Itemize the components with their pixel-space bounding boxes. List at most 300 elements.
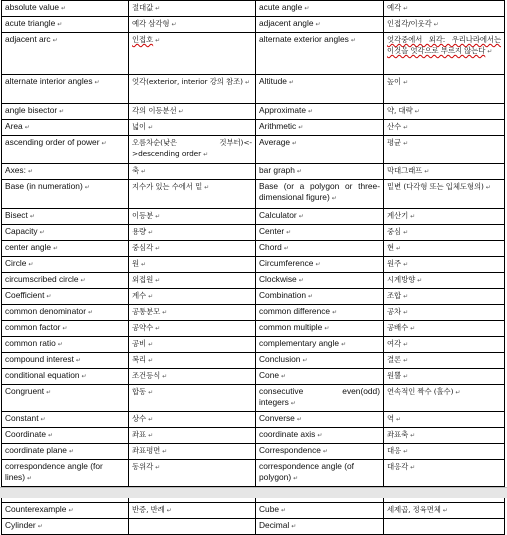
paragraph-mark-icon: ↵ — [487, 48, 493, 55]
term-korean — [384, 180, 505, 209]
paragraph-mark-icon: ↵ — [308, 109, 314, 115]
paragraph-mark-icon: ↵ — [317, 433, 323, 439]
paragraph-mark-icon: ↵ — [148, 432, 154, 439]
term-english — [2, 503, 129, 519]
term-english-text: complementary angle — [259, 338, 340, 348]
term-korean-text: 평균 — [387, 138, 402, 147]
term-english — [256, 273, 384, 289]
term-korean-text: 반증, 반례 — [132, 505, 165, 514]
term-korean — [129, 104, 256, 120]
paragraph-mark-icon: ↵ — [288, 80, 294, 86]
paragraph-mark-icon: ↵ — [40, 417, 46, 423]
term-korean — [384, 164, 505, 180]
term-english — [256, 503, 384, 519]
glossary-table — [1, 0, 505, 535]
glossary-row — [2, 75, 505, 104]
glossary-row — [2, 321, 505, 337]
paragraph-mark-icon: ↵ — [148, 389, 154, 396]
term-korean-text: 계수 — [132, 291, 147, 300]
term-korean-text: 조건등식 — [132, 371, 161, 380]
term-english — [256, 164, 384, 180]
term-english — [256, 460, 384, 487]
term-korean — [129, 385, 256, 412]
term-english-text: correspondence angle (for lines) — [5, 461, 103, 482]
term-english — [256, 225, 384, 241]
paragraph-mark-icon: ↵ — [37, 524, 43, 530]
paragraph-mark-icon: ↵ — [403, 357, 409, 364]
term-korean-text: 밑변 (다각형 또는 입체도형의) — [387, 182, 484, 191]
paragraph-mark-icon: ↵ — [433, 21, 439, 28]
paragraph-mark-icon: ↵ — [304, 6, 310, 12]
term-korean — [129, 412, 256, 428]
term-korean-text: 엇각(exterior, interior 강의 참조) — [132, 77, 243, 86]
term-korean — [129, 444, 256, 460]
term-korean — [129, 460, 256, 487]
term-english-text: Coordinate — [5, 429, 46, 439]
term-english — [256, 444, 384, 460]
term-korean — [384, 75, 505, 104]
paragraph-mark-icon: ↵ — [410, 464, 416, 471]
paragraph-mark-icon: ↵ — [244, 79, 250, 86]
term-english — [2, 33, 129, 75]
term-english-text: angle bisector — [5, 105, 58, 115]
term-korean — [129, 209, 256, 225]
term-korean-text: 계산기 — [387, 211, 409, 220]
term-english — [2, 120, 129, 136]
paragraph-mark-icon: ↵ — [155, 37, 161, 44]
paragraph-mark-icon: ↵ — [24, 125, 30, 131]
term-english-text: Circumference — [259, 258, 314, 268]
paragraph-mark-icon: ↵ — [203, 151, 208, 158]
term-korean — [129, 519, 256, 535]
term-english — [2, 337, 129, 353]
term-korean-text: 공배수 — [387, 323, 409, 332]
paragraph-mark-icon: ↵ — [296, 417, 302, 423]
paragraph-mark-icon: ↵ — [424, 168, 430, 175]
term-english — [256, 519, 384, 535]
term-english-text: conditional equation — [5, 370, 80, 380]
term-english — [2, 17, 129, 33]
paragraph-mark-icon: ↵ — [396, 416, 401, 423]
window-status-strip — [0, 487, 507, 498]
term-korean — [384, 305, 505, 321]
term-korean-text: 약, 대략 — [387, 106, 413, 115]
term-english — [2, 412, 129, 428]
term-english — [256, 305, 384, 321]
glossary-row — [2, 1, 505, 17]
term-english-text: consecutive even(odd) integers — [259, 386, 380, 407]
term-korean-text: 결론 — [387, 355, 402, 364]
term-english — [2, 241, 129, 257]
term-english — [256, 136, 384, 164]
paragraph-mark-icon: ↵ — [148, 229, 154, 236]
term-english — [2, 460, 129, 487]
paragraph-mark-icon: ↵ — [84, 185, 90, 191]
term-korean-text: 용량 — [132, 227, 147, 236]
term-korean — [129, 164, 256, 180]
term-korean-text: 인접호 — [132, 35, 154, 44]
term-korean — [384, 225, 505, 241]
term-english-text: bar graph — [259, 165, 295, 175]
term-english — [2, 164, 129, 180]
term-korean-text: 역 — [387, 414, 395, 423]
paragraph-mark-icon: ↵ — [61, 6, 67, 12]
paragraph-mark-icon: ↵ — [290, 401, 296, 407]
paragraph-mark-icon: ↵ — [68, 449, 74, 455]
paragraph-mark-icon: ↵ — [155, 464, 161, 471]
paragraph-mark-icon: ↵ — [403, 124, 409, 131]
paragraph-mark-icon: ↵ — [417, 277, 423, 284]
glossary-row — [2, 136, 505, 164]
paragraph-mark-icon: ↵ — [403, 309, 409, 316]
paragraph-mark-icon: ↵ — [148, 341, 154, 348]
paragraph-mark-icon: ↵ — [94, 80, 100, 86]
term-english — [256, 241, 384, 257]
term-korean-text: 높이 — [387, 77, 402, 86]
term-english-text: Axes: — [5, 165, 26, 175]
glossary-row — [2, 353, 505, 369]
glossary-row — [2, 289, 505, 305]
term-korean — [129, 289, 256, 305]
term-korean-text: 상수 — [132, 414, 147, 423]
glossary-row — [2, 180, 505, 209]
paragraph-mark-icon: ↵ — [52, 38, 58, 44]
paragraph-mark-icon: ↵ — [302, 358, 308, 364]
term-korean — [384, 321, 505, 337]
term-korean — [129, 503, 256, 519]
paragraph-mark-icon: ↵ — [308, 294, 314, 300]
term-english — [2, 273, 129, 289]
paragraph-mark-icon: ↵ — [410, 213, 416, 220]
term-korean-text: 공비 — [132, 339, 147, 348]
term-korean-text: 원뿔 — [387, 371, 402, 380]
paragraph-mark-icon: ↵ — [155, 245, 161, 252]
term-english — [2, 209, 129, 225]
paragraph-mark-icon: ↵ — [298, 214, 304, 220]
paragraph-mark-icon: ↵ — [68, 508, 74, 514]
term-korean — [384, 460, 505, 487]
term-korean — [129, 136, 256, 164]
paragraph-mark-icon: ↵ — [148, 124, 154, 131]
term-korean — [129, 273, 256, 289]
paragraph-mark-icon: ↵ — [332, 310, 338, 316]
paragraph-mark-icon: ↵ — [324, 326, 330, 332]
term-english — [256, 353, 384, 369]
term-korean — [129, 225, 256, 241]
term-korean — [129, 1, 256, 17]
term-korean — [384, 120, 505, 136]
term-english-text: Area — [5, 121, 23, 131]
term-english — [2, 289, 129, 305]
glossary-body — [2, 1, 505, 535]
term-english — [2, 75, 129, 104]
term-korean — [129, 337, 256, 353]
paragraph-mark-icon: ↵ — [403, 229, 409, 236]
paragraph-mark-icon: ↵ — [101, 141, 107, 147]
paragraph-mark-icon: ↵ — [403, 373, 409, 380]
term-english-text: Constant — [5, 413, 39, 423]
paragraph-mark-icon: ↵ — [298, 278, 304, 284]
term-english-text: common multiple — [259, 322, 323, 332]
paragraph-mark-icon: ↵ — [315, 22, 321, 28]
term-english — [2, 1, 129, 17]
term-english — [2, 225, 129, 241]
term-english — [2, 104, 129, 120]
term-korean-text: 예각 — [387, 3, 402, 12]
glossary-row — [2, 460, 505, 487]
term-english — [256, 75, 384, 104]
term-english — [256, 321, 384, 337]
term-korean-text: 넓이 — [132, 122, 147, 131]
term-korean-text: 좌표 — [132, 430, 147, 439]
paragraph-mark-icon: ↵ — [403, 261, 409, 268]
glossary-row — [2, 412, 505, 428]
term-english-text: Correspondence — [259, 445, 321, 455]
term-korean — [384, 273, 505, 289]
glossary-row — [2, 444, 505, 460]
term-english-text: common denominator — [5, 306, 86, 316]
term-english-text: Combination — [259, 290, 307, 300]
paragraph-mark-icon: ↵ — [403, 79, 409, 86]
glossary-row — [2, 209, 505, 225]
term-english-text: Average — [259, 137, 291, 147]
paragraph-mark-icon: ↵ — [148, 293, 154, 300]
term-korean-text: 이등분 — [132, 211, 154, 220]
paragraph-mark-icon: ↵ — [162, 309, 168, 316]
paragraph-mark-icon: ↵ — [141, 261, 146, 268]
term-korean-text: 엇각중에서 외각: 우리나라에서는 이것을 엇각으로 부르지 않는다 — [387, 35, 501, 55]
term-english — [256, 369, 384, 385]
term-korean — [384, 1, 505, 17]
paragraph-mark-icon: ↵ — [283, 246, 289, 252]
term-english-text: Approximate — [259, 105, 307, 115]
term-korean — [129, 257, 256, 273]
glossary-row — [2, 17, 505, 33]
term-english-text: common factor — [5, 322, 61, 332]
paragraph-mark-icon: ↵ — [171, 21, 177, 28]
paragraph-mark-icon: ↵ — [28, 262, 34, 268]
term-korean-text: 인접각/이웃각 — [387, 19, 432, 28]
paragraph-mark-icon: ↵ — [155, 213, 161, 220]
paragraph-mark-icon: ↵ — [403, 448, 409, 455]
term-korean-text: 복리 — [132, 355, 147, 364]
term-korean — [384, 104, 505, 120]
term-english — [256, 257, 384, 273]
term-korean — [384, 241, 505, 257]
term-english-text: acute angle — [259, 2, 303, 12]
paragraph-mark-icon: ↵ — [204, 184, 210, 191]
glossary-row — [2, 305, 505, 321]
paragraph-mark-icon: ↵ — [322, 449, 328, 455]
paragraph-mark-icon: ↵ — [315, 262, 321, 268]
paragraph-mark-icon: ↵ — [281, 374, 287, 380]
paragraph-mark-icon: ↵ — [403, 5, 409, 12]
paragraph-mark-icon: ↵ — [281, 508, 287, 514]
term-english-text: ascending order of power — [5, 137, 100, 147]
term-korean — [129, 353, 256, 369]
term-korean-text: 절대값 — [132, 3, 154, 12]
term-korean-text: 공약수 — [132, 323, 154, 332]
term-english — [256, 104, 384, 120]
glossary-row — [2, 225, 505, 241]
term-english-text: Circle — [5, 258, 27, 268]
term-english — [2, 136, 129, 164]
term-korean-text: 대응 — [387, 446, 402, 455]
term-english-text: correspondence angle (of polygon) — [259, 461, 354, 482]
term-korean-text: 원주 — [387, 259, 402, 268]
term-korean — [129, 120, 256, 136]
paragraph-mark-icon: ↵ — [47, 433, 54, 439]
term-english-text: alternate exterior angles — [259, 34, 349, 44]
term-english — [2, 321, 129, 337]
term-korean — [129, 428, 256, 444]
term-korean — [129, 180, 256, 209]
term-korean — [384, 17, 505, 33]
term-korean-text: 중심각 — [132, 243, 154, 252]
term-english — [2, 180, 129, 209]
paragraph-mark-icon: ↵ — [403, 140, 409, 147]
term-english — [2, 519, 129, 535]
paragraph-mark-icon: ↵ — [39, 230, 45, 236]
term-english — [2, 257, 129, 273]
term-english-text: Center — [259, 226, 285, 236]
term-english — [2, 428, 129, 444]
term-korean-text: 합동 — [132, 387, 147, 396]
term-korean-text: 예각 삼각형 — [132, 19, 170, 28]
term-english-text: Cube — [259, 504, 280, 514]
term-english — [256, 428, 384, 444]
term-english-text: Cone — [259, 370, 280, 380]
term-english-text: Congruent — [5, 386, 45, 396]
term-korean-text: 시계방향 — [387, 275, 416, 284]
term-korean — [129, 321, 256, 337]
paragraph-mark-icon: ↵ — [62, 326, 68, 332]
term-korean — [129, 305, 256, 321]
term-korean — [129, 75, 256, 104]
paragraph-mark-icon: ↵ — [298, 125, 304, 131]
paragraph-mark-icon: ↵ — [155, 5, 161, 12]
term-korean-text: 연속적인 짝수 (홀수) — [387, 387, 454, 396]
paragraph-mark-icon: ↵ — [155, 277, 161, 284]
term-english-text: Base (in numeration) — [5, 181, 83, 191]
paragraph-mark-icon: ↵ — [331, 196, 337, 202]
paragraph-mark-icon: ↵ — [166, 507, 172, 514]
paragraph-mark-icon: ↵ — [46, 294, 52, 300]
glossary-row — [2, 241, 505, 257]
paragraph-mark-icon: ↵ — [350, 38, 356, 44]
term-english-text: circumscribed circle — [5, 274, 79, 284]
term-english-text: Decimal — [259, 520, 290, 530]
term-korean-text: 대응각 — [387, 462, 409, 471]
term-korean — [129, 33, 256, 75]
paragraph-mark-icon: ↵ — [148, 416, 154, 423]
term-korean — [384, 209, 505, 225]
term-korean — [384, 412, 505, 428]
paragraph-mark-icon: ↵ — [291, 524, 297, 530]
paragraph-mark-icon: ↵ — [80, 278, 86, 284]
glossary-row — [2, 385, 505, 412]
term-english-text: acute triangle — [5, 18, 56, 28]
term-korean — [384, 33, 505, 75]
term-english-text: common ratio — [5, 338, 56, 348]
paragraph-mark-icon: ↵ — [403, 341, 409, 348]
term-korean — [384, 136, 505, 164]
term-english-text: coordinate plane — [5, 445, 67, 455]
term-korean — [129, 17, 256, 33]
term-english — [2, 353, 129, 369]
glossary-row — [2, 428, 505, 444]
term-korean-text: 각의 이등분선 — [132, 106, 177, 115]
term-korean-text: 여각 — [387, 339, 402, 348]
paragraph-mark-icon: ↵ — [75, 358, 81, 364]
paragraph-mark-icon: ↵ — [414, 108, 420, 115]
term-korean-text: 외접원 — [132, 275, 154, 284]
term-korean — [384, 444, 505, 460]
term-english-text: Capacity — [5, 226, 38, 236]
paragraph-mark-icon: ↵ — [286, 230, 292, 236]
glossary-row — [2, 257, 505, 273]
glossary-row — [2, 369, 505, 385]
paragraph-mark-icon: ↵ — [455, 389, 461, 396]
term-english-text: Conclusion — [259, 354, 301, 364]
term-english — [256, 412, 384, 428]
glossary-row — [2, 337, 505, 353]
term-english-text: center angle — [5, 242, 52, 252]
paragraph-mark-icon: ↵ — [442, 507, 448, 514]
paragraph-mark-icon: ↵ — [292, 141, 298, 147]
glossary-row — [2, 519, 505, 535]
term-english — [256, 33, 384, 75]
paragraph-mark-icon: ↵ — [162, 448, 168, 455]
term-english-text: Bisect — [5, 210, 28, 220]
term-english-text: Chord — [259, 242, 282, 252]
paragraph-mark-icon: ↵ — [29, 214, 35, 220]
term-english-text: Coefficient — [5, 290, 45, 300]
term-korean — [384, 519, 505, 535]
term-korean-text: 중심 — [387, 227, 402, 236]
glossary-row — [2, 164, 505, 180]
term-english-text: common difference — [259, 306, 331, 316]
paragraph-mark-icon: ↵ — [81, 374, 87, 380]
term-korean-text: 막대그래프 — [387, 166, 423, 175]
paragraph-mark-icon: ↵ — [162, 373, 168, 380]
term-korean — [384, 369, 505, 385]
term-english — [256, 1, 384, 17]
term-english-text: Cylinder — [5, 520, 36, 530]
term-korean — [384, 289, 505, 305]
paragraph-mark-icon: ↵ — [88, 310, 94, 316]
paragraph-mark-icon: ↵ — [155, 325, 161, 332]
term-english — [256, 120, 384, 136]
term-english-text: Converse — [259, 413, 295, 423]
term-korean-text: 세제곱, 정육면체 — [387, 505, 441, 514]
term-english-text: Base (or a polygon or three-dimensional figure) — [259, 181, 380, 202]
term-korean-text: 공통분모 — [132, 307, 161, 316]
paragraph-mark-icon: ↵ — [46, 390, 52, 396]
paragraph-mark-icon: ↵ — [485, 184, 491, 191]
term-english — [256, 337, 384, 353]
term-korean — [384, 337, 505, 353]
term-english — [256, 180, 384, 209]
term-english — [256, 209, 384, 225]
term-korean-text: 좌표축 — [387, 430, 409, 439]
paragraph-mark-icon: ↵ — [403, 293, 409, 300]
paragraph-mark-icon: ↵ — [53, 246, 59, 252]
paragraph-mark-icon: ↵ — [396, 245, 401, 252]
term-korean-text: 공차 — [387, 307, 402, 316]
paragraph-mark-icon: ↵ — [148, 357, 154, 364]
term-korean-text: 조합 — [387, 291, 402, 300]
